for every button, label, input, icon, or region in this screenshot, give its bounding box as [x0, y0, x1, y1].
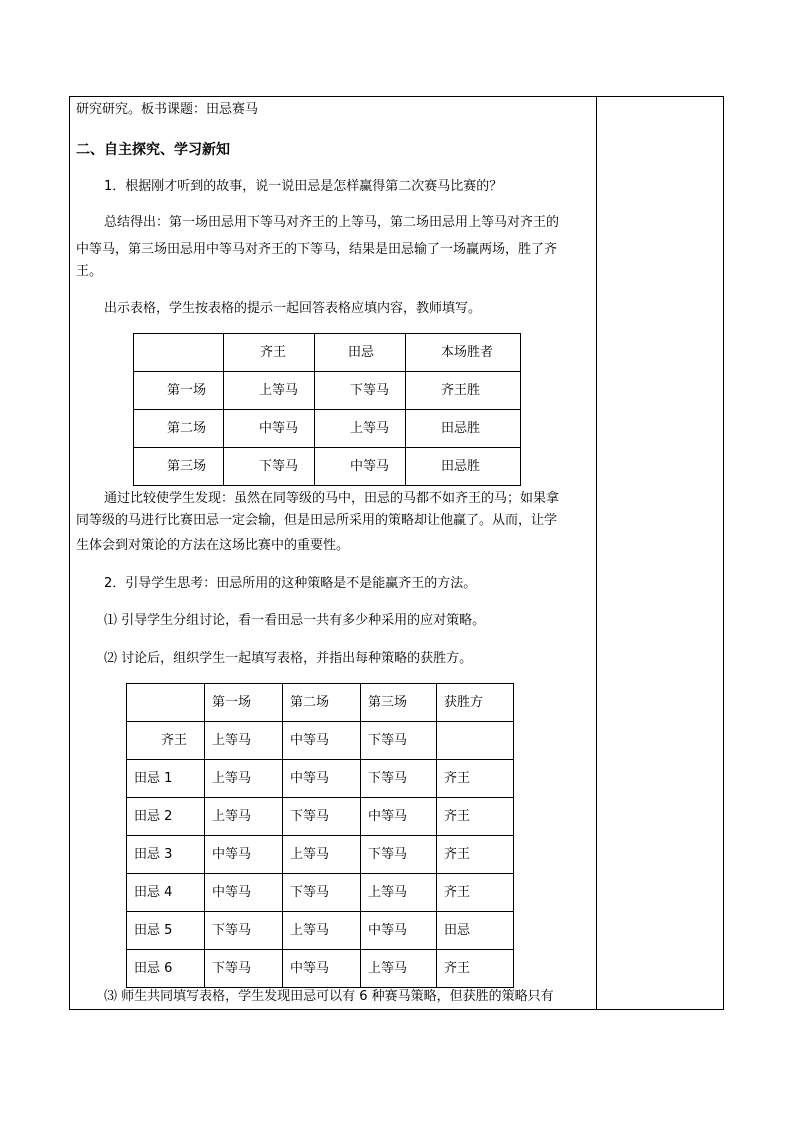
table-cell: 齐王: [437, 798, 514, 836]
column-divider: [596, 96, 597, 1010]
table-row: [127, 836, 514, 874]
table-row: [127, 874, 514, 912]
table-row: [134, 448, 521, 486]
table-cell: 上等马: [205, 798, 283, 836]
question-1: 1．根据刚才听到的故事，说一说田忌是怎样赢得第二次赛马比赛的？: [104, 179, 503, 194]
table-cell: 齐王胜: [406, 372, 521, 410]
intro-line: 研究研究。板书课题：田忌赛马: [76, 102, 259, 117]
table-row: [127, 912, 514, 950]
table-cell: 田忌: [315, 334, 406, 372]
table-cell: 下等马: [205, 950, 283, 988]
table-cell: [134, 334, 224, 372]
table-cell: 下等马: [361, 760, 437, 798]
table-cell: 下等马: [205, 912, 283, 950]
table-cell: 获胜方: [437, 684, 514, 722]
table-cell: 田忌: [437, 912, 514, 950]
table-cell: 田忌 3: [127, 836, 205, 874]
table-cell: 田忌 2: [127, 798, 205, 836]
compare-line-1: 通过比较使学生发现：虽然在同等级的马中，田忌的马都不如齐王的马；如果拿: [104, 491, 560, 506]
table-cell: 中等马: [205, 836, 283, 874]
strategy-table-1: [133, 333, 521, 486]
strategy-table-2: [126, 683, 514, 988]
table-cell: 第一场: [205, 684, 283, 722]
table-cell: 中等马: [361, 798, 437, 836]
table-row: [127, 722, 514, 760]
table-cell: 田忌 4: [127, 874, 205, 912]
table-header-row: [134, 334, 521, 372]
table-row: [134, 410, 521, 448]
table-row: [127, 760, 514, 798]
table-cell: 中等马: [283, 760, 361, 798]
table-row: [134, 372, 521, 410]
compare-line-2: 同等级的马进行比赛田忌一定会输，但是田忌所采用的策略却让他赢了。从而，让学: [76, 513, 558, 528]
table-cell: 中等马: [224, 410, 315, 448]
table-cell: 中等马: [283, 950, 361, 988]
table-row: [127, 798, 514, 836]
table-cell: 田忌胜: [406, 410, 521, 448]
table-cell: [437, 722, 514, 760]
table-header-row: [127, 684, 514, 722]
table-cell: 田忌胜: [406, 448, 521, 486]
table-cell: 田忌 6: [127, 950, 205, 988]
section-heading: 二、自主探究、学习新知: [76, 142, 230, 158]
table-cell: [127, 684, 205, 722]
table-cell: 上等马: [361, 874, 437, 912]
question-2: 2．引导学生思考：田忌所用的这种策略是不是能赢齐王的方法。: [104, 576, 477, 591]
show-table-line: 出示表格，学生按表格的提示一起回答表格应填内容，教师填写。: [104, 301, 482, 316]
table-cell: 齐王: [437, 760, 514, 798]
table-cell: 中等马: [283, 722, 361, 760]
table-cell: 第三场: [361, 684, 437, 722]
table-cell: 本场胜者: [406, 334, 521, 372]
table-cell: 齐王: [127, 722, 205, 760]
table-cell: 齐王: [437, 874, 514, 912]
table-cell: 上等马: [224, 372, 315, 410]
table-cell: 下等马: [315, 372, 406, 410]
table-cell: 齐王: [437, 836, 514, 874]
summary-line-2: 中等马，第三场田忌用中等马对齐王的下等马，结果是田忌输了一场赢两场，胜了齐: [76, 242, 558, 257]
table-cell: 第一场: [134, 372, 224, 410]
table-cell: 齐王: [437, 950, 514, 988]
compare-line-3: 生体会到对策论的方法在这场比赛中的重要性。: [76, 538, 350, 553]
table-cell: 齐王: [224, 334, 315, 372]
table-cell: 中等马: [361, 912, 437, 950]
table-cell: 下等马: [361, 722, 437, 760]
table-cell: 中等马: [205, 874, 283, 912]
table-cell: 下等马: [283, 798, 361, 836]
step-3: ⑶ 师生共同填写表格，学生发现田忌可以有 6 种赛马策略，但获胜的策略只有: [104, 989, 554, 1004]
table-cell: 上等马: [205, 722, 283, 760]
table-cell: 田忌 1: [127, 760, 205, 798]
table-cell: 上等马: [361, 950, 437, 988]
table-cell: 第三场: [134, 448, 224, 486]
step-1: ⑴ 引导学生分组讨论，看一看田忌一共有多少种采用的应对策略。: [104, 613, 486, 628]
summary-line-1: 总结得出：第一场田忌用下等马对齐王的上等马，第二场田忌用上等马对齐王的: [104, 215, 560, 230]
table-cell: 下等马: [224, 448, 315, 486]
table-cell: 上等马: [283, 912, 361, 950]
table-cell: 下等马: [283, 874, 361, 912]
table-cell: 上等马: [315, 410, 406, 448]
summary-line-3: 王。: [76, 264, 103, 279]
table-cell: 上等马: [283, 836, 361, 874]
table-cell: 第二场: [283, 684, 361, 722]
table-cell: 下等马: [361, 836, 437, 874]
table-cell: 第二场: [134, 410, 224, 448]
step-2: ⑵ 讨论后，组织学生一起填写表格，并指出每种策略的获胜方。: [104, 651, 473, 666]
table-cell: 田忌 5: [127, 912, 205, 950]
table-cell: 中等马: [315, 448, 406, 486]
table-row: [127, 950, 514, 988]
table-cell: 上等马: [205, 760, 283, 798]
